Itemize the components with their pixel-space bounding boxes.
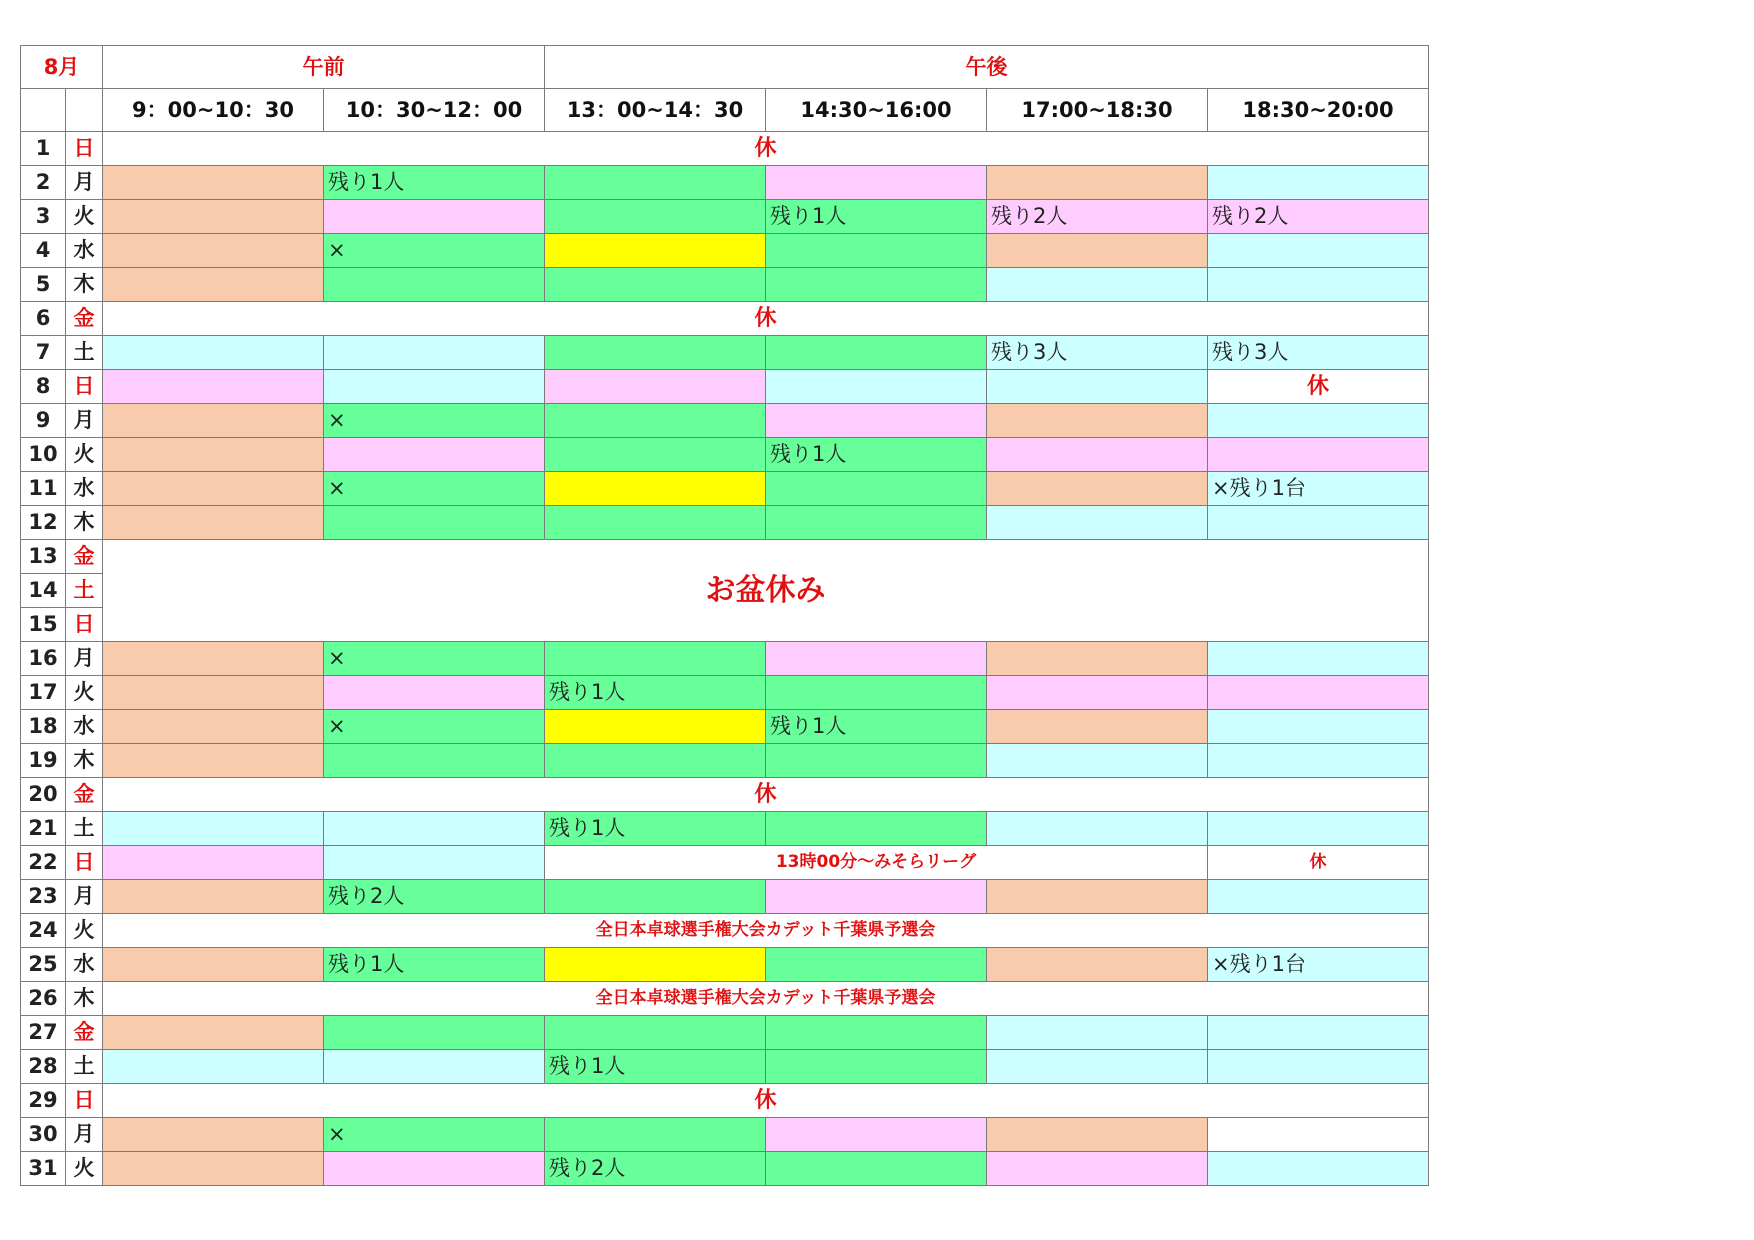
- day-row: [21, 710, 1429, 744]
- slot-cell[interactable]: [545, 744, 766, 778]
- slot-cell[interactable]: [1208, 438, 1429, 472]
- slot-cell[interactable]: [103, 1016, 324, 1050]
- day-number: 16: [21, 642, 66, 676]
- slot-cell[interactable]: [766, 1152, 987, 1186]
- day-number: 10: [21, 438, 66, 472]
- day-number: 30: [21, 1118, 66, 1152]
- slot-cell[interactable]: [1208, 166, 1429, 200]
- slot-cell[interactable]: [103, 404, 324, 438]
- slot-cell[interactable]: 残り2人: [545, 1152, 766, 1186]
- slot-cell[interactable]: ×残り1台: [1208, 948, 1429, 982]
- closed-slot-cell: 休: [1208, 846, 1429, 880]
- slot-cell[interactable]: 残り2人: [987, 200, 1208, 234]
- slot-cell[interactable]: [987, 710, 1208, 744]
- day-row: [21, 438, 1429, 472]
- slot-cell[interactable]: [545, 438, 766, 472]
- slot-cell[interactable]: 残り1人: [545, 812, 766, 846]
- slot-cell[interactable]: [987, 472, 1208, 506]
- month-label: 8月: [21, 46, 103, 89]
- slot-cell[interactable]: [324, 336, 545, 370]
- day-number: 12: [21, 506, 66, 540]
- day-row: [21, 642, 1429, 676]
- slot-cell[interactable]: [766, 642, 987, 676]
- slot-cell[interactable]: [1208, 234, 1429, 268]
- slot-cell[interactable]: ×: [324, 234, 545, 268]
- day-row: [21, 302, 1429, 336]
- slot-cell[interactable]: [987, 1118, 1208, 1152]
- day-number: 13: [21, 540, 66, 574]
- slot-cell[interactable]: [987, 234, 1208, 268]
- slot-cell[interactable]: [1208, 1050, 1429, 1084]
- slot-cell[interactable]: [545, 472, 766, 506]
- day-row: [21, 744, 1429, 778]
- obon-holiday-cell: お盆休み: [103, 540, 1429, 642]
- slot-cell[interactable]: [1208, 642, 1429, 676]
- slot-cell[interactable]: [545, 710, 766, 744]
- slot-cell[interactable]: [103, 268, 324, 302]
- slot-cell[interactable]: [1208, 506, 1429, 540]
- slot-cell[interactable]: [324, 1152, 545, 1186]
- day-of-week: 火: [66, 914, 103, 948]
- day-number: 1: [21, 132, 66, 166]
- day-of-week: 水: [66, 234, 103, 268]
- pm-label: 午後: [545, 46, 1429, 89]
- slot-cell[interactable]: ×残り1台: [1208, 472, 1429, 506]
- day-row: [21, 472, 1429, 506]
- day-number: 26: [21, 982, 66, 1016]
- slot-header: 13：00~14：30: [545, 89, 766, 132]
- day-number: 21: [21, 812, 66, 846]
- day-number: 19: [21, 744, 66, 778]
- day-of-week: 水: [66, 948, 103, 982]
- slot-cell[interactable]: [324, 438, 545, 472]
- slot-cell[interactable]: ×: [324, 642, 545, 676]
- day-of-week: 金: [66, 540, 103, 574]
- day-number: 3: [21, 200, 66, 234]
- day-row: [21, 914, 1429, 948]
- day-of-week: 木: [66, 982, 103, 1016]
- slot-cell[interactable]: [103, 676, 324, 710]
- day-row: [21, 200, 1429, 234]
- slot-cell[interactable]: [766, 472, 987, 506]
- slot-cell[interactable]: [987, 1016, 1208, 1050]
- day-number: 29: [21, 1084, 66, 1118]
- day-row: [21, 1050, 1429, 1084]
- day-of-week: 土: [66, 812, 103, 846]
- day-of-week: 火: [66, 1152, 103, 1186]
- slot-cell[interactable]: [545, 370, 766, 404]
- day-number: 28: [21, 1050, 66, 1084]
- day-of-week: 日: [66, 608, 103, 642]
- day-row: [21, 166, 1429, 200]
- slot-cell[interactable]: [545, 336, 766, 370]
- slot-cell[interactable]: [987, 370, 1208, 404]
- slot-cell[interactable]: 残り1人: [766, 200, 987, 234]
- day-row: [21, 1016, 1429, 1050]
- slot-cell[interactable]: [766, 1016, 987, 1050]
- header-row-period: [21, 46, 1429, 89]
- slot-cell[interactable]: [103, 710, 324, 744]
- day-of-week: 火: [66, 676, 103, 710]
- day-number: 8: [21, 370, 66, 404]
- slot-cell[interactable]: [987, 506, 1208, 540]
- slot-cell[interactable]: [1208, 676, 1429, 710]
- day-number: 31: [21, 1152, 66, 1186]
- slot-cell[interactable]: [987, 1050, 1208, 1084]
- slot-cell[interactable]: [324, 676, 545, 710]
- day-of-week: 木: [66, 744, 103, 778]
- slot-header: 17:00~18:30: [987, 89, 1208, 132]
- day-of-week: 火: [66, 438, 103, 472]
- slot-cell[interactable]: [545, 880, 766, 914]
- slot-cell[interactable]: [103, 336, 324, 370]
- slot-cell[interactable]: [987, 404, 1208, 438]
- day-row: [21, 506, 1429, 540]
- closed-day-cell: 休: [103, 132, 1429, 166]
- slot-cell[interactable]: ×: [324, 472, 545, 506]
- slot-cell[interactable]: [766, 812, 987, 846]
- day-number: 20: [21, 778, 66, 812]
- slot-cell[interactable]: [987, 438, 1208, 472]
- slot-cell[interactable]: [766, 506, 987, 540]
- slot-cell[interactable]: [324, 812, 545, 846]
- slot-cell[interactable]: [766, 880, 987, 914]
- slot-cell[interactable]: [103, 166, 324, 200]
- day-of-week: 金: [66, 302, 103, 336]
- slot-cell[interactable]: [103, 642, 324, 676]
- slot-cell[interactable]: [1208, 404, 1429, 438]
- slot-cell[interactable]: 残り1人: [545, 676, 766, 710]
- day-number: 11: [21, 472, 66, 506]
- day-number: 27: [21, 1016, 66, 1050]
- day-of-week: 土: [66, 574, 103, 608]
- slot-cell[interactable]: [545, 200, 766, 234]
- slot-cell[interactable]: [766, 370, 987, 404]
- slot-header: 10：30~12：00: [324, 89, 545, 132]
- slot-cell[interactable]: [545, 1118, 766, 1152]
- slot-header: 18:30~20:00: [1208, 89, 1429, 132]
- slot-cell[interactable]: [987, 642, 1208, 676]
- day-number: 4: [21, 234, 66, 268]
- day-of-week: 日: [66, 370, 103, 404]
- day-row: [21, 540, 1429, 574]
- slot-cell[interactable]: [766, 268, 987, 302]
- day-number: 23: [21, 880, 66, 914]
- slot-cell[interactable]: [324, 846, 545, 880]
- slot-cell[interactable]: [324, 268, 545, 302]
- closed-slot-cell: 休: [1208, 370, 1429, 404]
- slot-cell[interactable]: [324, 744, 545, 778]
- day-of-week: 月: [66, 404, 103, 438]
- day-of-week: 金: [66, 778, 103, 812]
- slot-header: 14:30~16:00: [766, 89, 987, 132]
- slot-cell[interactable]: [545, 506, 766, 540]
- header-row-slots: [21, 89, 1429, 132]
- day-number: 6: [21, 302, 66, 336]
- slot-header: 9：00~10：30: [103, 89, 324, 132]
- slot-cell[interactable]: [987, 1152, 1208, 1186]
- day-row: [21, 234, 1429, 268]
- slot-cell[interactable]: 残り1人: [766, 710, 987, 744]
- closed-day-cell: 休: [103, 302, 1429, 336]
- slot-cell[interactable]: [324, 506, 545, 540]
- day-row: [21, 336, 1429, 370]
- slot-cell[interactable]: [766, 676, 987, 710]
- slot-cell[interactable]: [1208, 744, 1429, 778]
- day-of-week: 日: [66, 1084, 103, 1118]
- slot-cell[interactable]: [324, 1050, 545, 1084]
- slot-cell[interactable]: ×: [324, 404, 545, 438]
- day-row: [21, 676, 1429, 710]
- day-number: 25: [21, 948, 66, 982]
- slot-cell[interactable]: [103, 812, 324, 846]
- slot-cell[interactable]: [766, 404, 987, 438]
- closed-day-cell: 休: [103, 778, 1429, 812]
- slot-cell[interactable]: 残り1人: [766, 438, 987, 472]
- slot-cell[interactable]: [1208, 710, 1429, 744]
- slot-cell[interactable]: [103, 1152, 324, 1186]
- slot-cell[interactable]: 残り1人: [324, 948, 545, 982]
- slot-cell[interactable]: [545, 642, 766, 676]
- day-of-week: 火: [66, 200, 103, 234]
- day-row: [21, 846, 1429, 880]
- slot-cell[interactable]: [103, 1050, 324, 1084]
- slot-cell[interactable]: ×: [324, 1118, 545, 1152]
- day-row: [21, 1152, 1429, 1186]
- slot-cell[interactable]: [324, 1016, 545, 1050]
- slot-cell[interactable]: [987, 948, 1208, 982]
- day-number: 17: [21, 676, 66, 710]
- league-note-cell: 13時00分～みそらリーグ: [545, 846, 1208, 880]
- slot-cell[interactable]: [324, 200, 545, 234]
- slot-cell[interactable]: [545, 234, 766, 268]
- slot-cell[interactable]: [545, 1016, 766, 1050]
- day-of-week: 土: [66, 1050, 103, 1084]
- slot-cell[interactable]: ×: [324, 710, 545, 744]
- header-blank-day: [21, 89, 66, 132]
- slot-cell[interactable]: [103, 948, 324, 982]
- slot-cell[interactable]: [987, 812, 1208, 846]
- slot-cell[interactable]: [1208, 1016, 1429, 1050]
- slot-cell[interactable]: [766, 948, 987, 982]
- slot-cell[interactable]: [1208, 1118, 1429, 1152]
- day-of-week: 金: [66, 1016, 103, 1050]
- slot-cell[interactable]: 残り2人: [1208, 200, 1429, 234]
- slot-cell[interactable]: [766, 744, 987, 778]
- slot-cell[interactable]: [103, 506, 324, 540]
- slot-cell[interactable]: [103, 744, 324, 778]
- day-row: [21, 880, 1429, 914]
- slot-cell[interactable]: [987, 268, 1208, 302]
- day-row: [21, 370, 1429, 404]
- slot-cell[interactable]: [103, 880, 324, 914]
- slot-cell[interactable]: [766, 1050, 987, 1084]
- event-note-cell: 全日本卓球選手権大会カデット千葉県予選会: [103, 914, 1429, 948]
- day-row: [21, 778, 1429, 812]
- day-of-week: 月: [66, 880, 103, 914]
- slot-cell[interactable]: [103, 846, 324, 880]
- slot-cell[interactable]: 残り1人: [324, 166, 545, 200]
- slot-cell[interactable]: [1208, 268, 1429, 302]
- slot-cell[interactable]: [987, 744, 1208, 778]
- day-row: [21, 404, 1429, 438]
- slot-cell[interactable]: [324, 370, 545, 404]
- day-row: [21, 268, 1429, 302]
- day-row: [21, 982, 1429, 1016]
- slot-cell[interactable]: [766, 234, 987, 268]
- slot-cell[interactable]: [1208, 1152, 1429, 1186]
- slot-cell[interactable]: [766, 166, 987, 200]
- slot-cell[interactable]: [766, 336, 987, 370]
- day-of-week: 水: [66, 710, 103, 744]
- slot-cell[interactable]: [103, 472, 324, 506]
- day-number: 24: [21, 914, 66, 948]
- day-row: [21, 812, 1429, 846]
- slot-cell[interactable]: 残り3人: [1208, 336, 1429, 370]
- day-of-week: 日: [66, 846, 103, 880]
- day-number: 14: [21, 574, 66, 608]
- slot-cell[interactable]: [103, 438, 324, 472]
- day-row: [21, 1084, 1429, 1118]
- day-number: 7: [21, 336, 66, 370]
- header-blank-dow: [66, 89, 103, 132]
- slot-cell[interactable]: [545, 948, 766, 982]
- day-of-week: 木: [66, 268, 103, 302]
- event-note-cell: 全日本卓球選手権大会カデット千葉県予選会: [103, 982, 1429, 1016]
- day-of-week: 木: [66, 506, 103, 540]
- day-number: 5: [21, 268, 66, 302]
- slot-cell[interactable]: 残り1人: [545, 1050, 766, 1084]
- day-of-week: 土: [66, 336, 103, 370]
- closed-day-cell: 休: [103, 1084, 1429, 1118]
- day-row: [21, 948, 1429, 982]
- day-of-week: 水: [66, 472, 103, 506]
- slot-cell[interactable]: [1208, 880, 1429, 914]
- day-row: [21, 1118, 1429, 1152]
- slot-cell[interactable]: [987, 166, 1208, 200]
- slot-cell[interactable]: 残り3人: [987, 336, 1208, 370]
- slot-cell[interactable]: [766, 1118, 987, 1152]
- day-of-week: 月: [66, 166, 103, 200]
- slot-cell[interactable]: 残り2人: [324, 880, 545, 914]
- slot-cell[interactable]: [545, 404, 766, 438]
- day-number: 9: [21, 404, 66, 438]
- day-number: 2: [21, 166, 66, 200]
- slot-cell[interactable]: [545, 268, 766, 302]
- slot-cell[interactable]: [103, 200, 324, 234]
- day-of-week: 月: [66, 642, 103, 676]
- slot-cell[interactable]: [103, 370, 324, 404]
- slot-cell[interactable]: [103, 1118, 324, 1152]
- schedule-table: [20, 45, 1429, 1186]
- slot-cell[interactable]: [1208, 812, 1429, 846]
- slot-cell[interactable]: [545, 166, 766, 200]
- day-number: 22: [21, 846, 66, 880]
- am-label: 午前: [103, 46, 545, 89]
- day-row: [21, 132, 1429, 166]
- slot-cell[interactable]: [987, 676, 1208, 710]
- day-number: 15: [21, 608, 66, 642]
- slot-cell[interactable]: [103, 234, 324, 268]
- day-of-week: 日: [66, 132, 103, 166]
- day-of-week: 月: [66, 1118, 103, 1152]
- slot-cell[interactable]: [987, 880, 1208, 914]
- day-number: 18: [21, 710, 66, 744]
